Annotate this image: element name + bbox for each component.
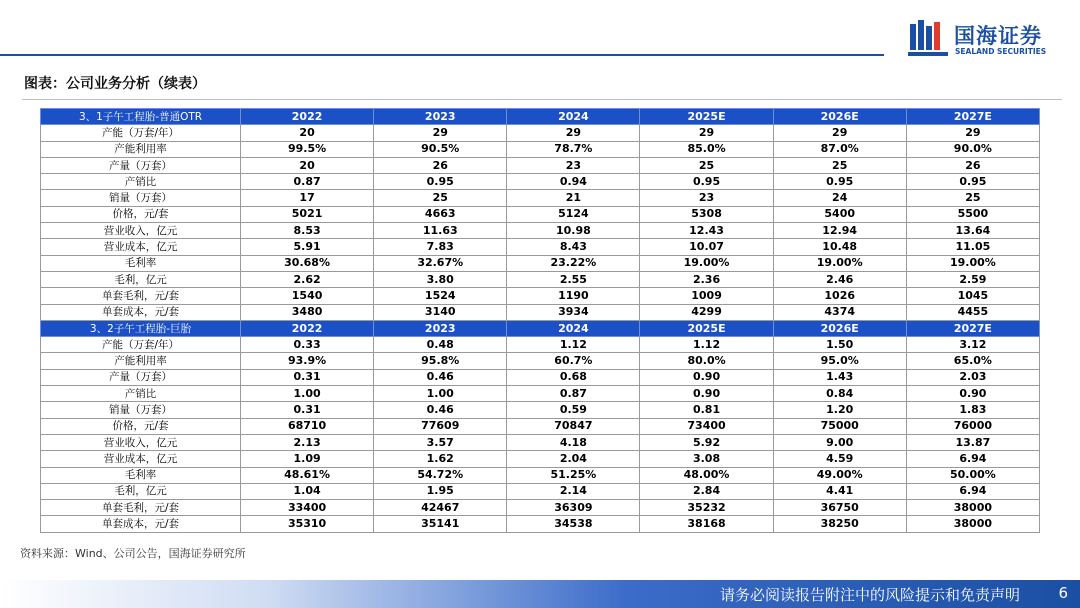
value-cell: 20 xyxy=(241,157,374,173)
value-cell: 9.00 xyxy=(773,434,906,450)
value-cell: 38168 xyxy=(640,516,773,532)
value-cell: 75000 xyxy=(773,418,906,434)
value-cell: 0.59 xyxy=(507,402,640,418)
row-label-cell: 营业收入，亿元 xyxy=(41,434,241,450)
table-row xyxy=(41,337,1040,353)
value-cell: 6.94 xyxy=(906,451,1039,467)
value-cell: 25 xyxy=(640,157,773,173)
value-cell: 25 xyxy=(773,157,906,173)
value-cell: 23 xyxy=(640,190,773,206)
row-label-cell: 产量（万套） xyxy=(41,157,241,173)
value-cell: 2.62 xyxy=(241,271,374,287)
value-cell: 0.90 xyxy=(906,386,1039,402)
value-cell: 20 xyxy=(241,125,374,141)
value-cell: 19.00% xyxy=(906,255,1039,271)
value-cell: 1045 xyxy=(906,288,1039,304)
value-cell: 33400 xyxy=(241,500,374,516)
value-cell: 8.53 xyxy=(241,223,374,239)
value-cell: 23.22% xyxy=(507,255,640,271)
brand-name-en: SEALAND SECURITIES xyxy=(955,47,1047,56)
value-cell: 35310 xyxy=(241,516,374,532)
value-cell: 85.0% xyxy=(640,141,773,157)
value-cell: 32.67% xyxy=(374,255,507,271)
table-row xyxy=(41,418,1040,434)
value-cell: 2.84 xyxy=(640,483,773,499)
section-header-row xyxy=(41,109,1040,125)
table-row xyxy=(41,402,1040,418)
figure-title: 图表：公司业务分析（续表） xyxy=(24,76,206,92)
row-label-cell: 产能（万套/年） xyxy=(41,337,241,353)
value-cell: 80.0% xyxy=(640,353,773,369)
year-header-cell: 2024 xyxy=(507,109,640,125)
value-cell: 24 xyxy=(773,190,906,206)
value-cell: 2.59 xyxy=(906,271,1039,287)
value-cell: 23 xyxy=(507,157,640,173)
row-label-cell: 毛利率 xyxy=(41,467,241,483)
source-note: 资料来源：Wind、公司公告，国海证券研究所 xyxy=(20,547,246,560)
value-cell: 0.95 xyxy=(640,174,773,190)
value-cell: 2.55 xyxy=(507,271,640,287)
row-label-cell: 产能（万套/年） xyxy=(41,125,241,141)
value-cell: 77609 xyxy=(374,418,507,434)
row-label-cell: 单套毛利，元/套 xyxy=(41,288,241,304)
row-label-cell: 产销比 xyxy=(41,174,241,190)
row-label-cell: 营业成本，亿元 xyxy=(41,451,241,467)
value-cell: 35232 xyxy=(640,500,773,516)
table-row xyxy=(41,483,1040,499)
year-header-cell: 2026E xyxy=(773,109,906,125)
value-cell: 4.18 xyxy=(507,434,640,450)
value-cell: 2.36 xyxy=(640,271,773,287)
value-cell: 54.72% xyxy=(374,467,507,483)
value-cell: 51.25% xyxy=(507,467,640,483)
sealand-logo-icon xyxy=(908,20,948,58)
value-cell: 0.31 xyxy=(241,402,374,418)
value-cell: 49.00% xyxy=(773,467,906,483)
value-cell: 2.13 xyxy=(241,434,374,450)
table-row xyxy=(41,434,1040,450)
row-label-cell: 毛利，亿元 xyxy=(41,483,241,499)
value-cell: 87.0% xyxy=(773,141,906,157)
value-cell: 5500 xyxy=(906,206,1039,222)
value-cell: 17 xyxy=(241,190,374,206)
row-label-cell: 单套成本，元/套 xyxy=(41,304,241,320)
table-row xyxy=(41,141,1040,157)
section-title-cell: 3、1子午工程胎-普通OTR xyxy=(41,109,241,125)
row-label-cell: 毛利，亿元 xyxy=(41,271,241,287)
value-cell: 1.04 xyxy=(241,483,374,499)
value-cell: 1.62 xyxy=(374,451,507,467)
value-cell: 1.09 xyxy=(241,451,374,467)
value-cell: 1026 xyxy=(773,288,906,304)
value-cell: 1.50 xyxy=(773,337,906,353)
year-header-cell: 2027E xyxy=(906,320,1039,336)
row-label-cell: 毛利率 xyxy=(41,255,241,271)
value-cell: 3.08 xyxy=(640,451,773,467)
table-row xyxy=(41,369,1040,385)
value-cell: 29 xyxy=(507,125,640,141)
year-header-cell: 2025E xyxy=(640,109,773,125)
value-cell: 34538 xyxy=(507,516,640,532)
value-cell: 2.04 xyxy=(507,451,640,467)
value-cell: 5308 xyxy=(640,206,773,222)
value-cell: 48.61% xyxy=(241,467,374,483)
table-row xyxy=(41,386,1040,402)
value-cell: 4374 xyxy=(773,304,906,320)
value-cell: 4.41 xyxy=(773,483,906,499)
value-cell: 19.00% xyxy=(640,255,773,271)
table-row xyxy=(41,190,1040,206)
value-cell: 1.83 xyxy=(906,402,1039,418)
table-row xyxy=(41,239,1040,255)
value-cell: 1540 xyxy=(241,288,374,304)
value-cell: 93.9% xyxy=(241,353,374,369)
table-row xyxy=(41,516,1040,532)
value-cell: 2.46 xyxy=(773,271,906,287)
value-cell: 1.43 xyxy=(773,369,906,385)
value-cell: 36750 xyxy=(773,500,906,516)
value-cell: 4.59 xyxy=(773,451,906,467)
value-cell: 1524 xyxy=(374,288,507,304)
value-cell: 30.68% xyxy=(241,255,374,271)
value-cell: 1.12 xyxy=(507,337,640,353)
row-label-cell: 单套毛利，元/套 xyxy=(41,500,241,516)
value-cell: 4299 xyxy=(640,304,773,320)
year-header-cell: 2022 xyxy=(241,320,374,336)
value-cell: 36309 xyxy=(507,500,640,516)
value-cell: 90.0% xyxy=(906,141,1039,157)
value-cell: 60.7% xyxy=(507,353,640,369)
value-cell: 13.87 xyxy=(906,434,1039,450)
value-cell: 35141 xyxy=(374,516,507,532)
value-cell: 10.98 xyxy=(507,223,640,239)
page-number: 6 xyxy=(1058,584,1068,602)
value-cell: 0.87 xyxy=(507,386,640,402)
row-label-cell: 价格，元/套 xyxy=(41,418,241,434)
footer-bar xyxy=(0,580,1080,608)
value-cell: 5124 xyxy=(507,206,640,222)
value-cell: 4455 xyxy=(906,304,1039,320)
value-cell: 0.90 xyxy=(640,369,773,385)
value-cell: 3.80 xyxy=(374,271,507,287)
value-cell: 38250 xyxy=(773,516,906,532)
row-label-cell: 产销比 xyxy=(41,386,241,402)
value-cell: 0.31 xyxy=(241,369,374,385)
value-cell: 0.46 xyxy=(374,402,507,418)
title-divider xyxy=(22,99,1062,100)
value-cell: 3480 xyxy=(241,304,374,320)
year-header-cell: 2026E xyxy=(773,320,906,336)
value-cell: 0.87 xyxy=(241,174,374,190)
table-row xyxy=(41,255,1040,271)
year-header-cell: 2023 xyxy=(374,109,507,125)
value-cell: 25 xyxy=(374,190,507,206)
value-cell: 29 xyxy=(906,125,1039,141)
table-row xyxy=(41,467,1040,483)
value-cell: 70847 xyxy=(507,418,640,434)
row-label-cell: 营业收入，亿元 xyxy=(41,223,241,239)
value-cell: 3.12 xyxy=(906,337,1039,353)
value-cell: 13.64 xyxy=(906,223,1039,239)
value-cell: 68710 xyxy=(241,418,374,434)
value-cell: 3934 xyxy=(507,304,640,320)
value-cell: 50.00% xyxy=(906,467,1039,483)
value-cell: 38000 xyxy=(906,500,1039,516)
disclaimer-text: 请务必阅读报告附注中的风险提示和免责声明 xyxy=(719,586,1020,604)
value-cell: 5400 xyxy=(773,206,906,222)
value-cell: 42467 xyxy=(374,500,507,516)
value-cell: 10.07 xyxy=(640,239,773,255)
table-row xyxy=(41,174,1040,190)
value-cell: 1.00 xyxy=(374,386,507,402)
table-row xyxy=(41,451,1040,467)
row-label-cell: 产能利用率 xyxy=(41,353,241,369)
row-label-cell: 营业成本，亿元 xyxy=(41,239,241,255)
value-cell: 10.48 xyxy=(773,239,906,255)
year-header-cell: 2022 xyxy=(241,109,374,125)
value-cell: 38000 xyxy=(906,516,1039,532)
value-cell: 21 xyxy=(507,190,640,206)
brand-logo xyxy=(908,18,1068,60)
value-cell: 8.43 xyxy=(507,239,640,255)
value-cell: 2.14 xyxy=(507,483,640,499)
table-row xyxy=(41,500,1040,516)
section-title-cell: 3、2子午工程胎-巨胎 xyxy=(41,320,241,336)
value-cell: 1.12 xyxy=(640,337,773,353)
year-header-cell: 2027E xyxy=(906,109,1039,125)
value-cell: 19.00% xyxy=(773,255,906,271)
value-cell: 12.94 xyxy=(773,223,906,239)
value-cell: 78.7% xyxy=(507,141,640,157)
value-cell: 26 xyxy=(374,157,507,173)
row-label-cell: 销量（万套） xyxy=(41,190,241,206)
value-cell: 0.90 xyxy=(640,386,773,402)
value-cell: 3.57 xyxy=(374,434,507,450)
table-row xyxy=(41,304,1040,320)
table-row xyxy=(41,157,1040,173)
value-cell: 0.95 xyxy=(906,174,1039,190)
value-cell: 0.84 xyxy=(773,386,906,402)
value-cell: 12.43 xyxy=(640,223,773,239)
table-row xyxy=(41,288,1040,304)
value-cell: 2.03 xyxy=(906,369,1039,385)
value-cell: 0.81 xyxy=(640,402,773,418)
value-cell: 90.5% xyxy=(374,141,507,157)
table-row xyxy=(41,125,1040,141)
value-cell: 76000 xyxy=(906,418,1039,434)
business-analysis-table xyxy=(40,108,1040,533)
value-cell: 29 xyxy=(374,125,507,141)
value-cell: 1009 xyxy=(640,288,773,304)
value-cell: 1.95 xyxy=(374,483,507,499)
value-cell: 5.91 xyxy=(241,239,374,255)
row-label-cell: 价格，元/套 xyxy=(41,206,241,222)
value-cell: 1.00 xyxy=(241,386,374,402)
value-cell: 95.8% xyxy=(374,353,507,369)
value-cell: 0.46 xyxy=(374,369,507,385)
value-cell: 6.94 xyxy=(906,483,1039,499)
value-cell: 1.20 xyxy=(773,402,906,418)
row-label-cell: 销量（万套） xyxy=(41,402,241,418)
year-header-cell: 2023 xyxy=(374,320,507,336)
value-cell: 7.83 xyxy=(374,239,507,255)
row-label-cell: 单套成本，元/套 xyxy=(41,516,241,532)
value-cell: 5021 xyxy=(241,206,374,222)
value-cell: 73400 xyxy=(640,418,773,434)
value-cell: 26 xyxy=(906,157,1039,173)
value-cell: 99.5% xyxy=(241,141,374,157)
value-cell: 65.0% xyxy=(906,353,1039,369)
value-cell: 4663 xyxy=(374,206,507,222)
table-row xyxy=(41,223,1040,239)
brand-name-cn: 国海证券 xyxy=(954,24,1042,48)
value-cell: 95.0% xyxy=(773,353,906,369)
value-cell: 48.00% xyxy=(640,467,773,483)
value-cell: 11.63 xyxy=(374,223,507,239)
row-label-cell: 产量（万套） xyxy=(41,369,241,385)
value-cell: 29 xyxy=(640,125,773,141)
value-cell: 25 xyxy=(906,190,1039,206)
value-cell: 1190 xyxy=(507,288,640,304)
value-cell: 0.48 xyxy=(374,337,507,353)
year-header-cell: 2024 xyxy=(507,320,640,336)
year-header-cell: 2025E xyxy=(640,320,773,336)
value-cell: 29 xyxy=(773,125,906,141)
row-label-cell: 产能利用率 xyxy=(41,141,241,157)
table-row xyxy=(41,206,1040,222)
table-row xyxy=(41,353,1040,369)
value-cell: 3140 xyxy=(374,304,507,320)
section-header-row xyxy=(41,320,1040,336)
value-cell: 11.05 xyxy=(906,239,1039,255)
value-cell: 5.92 xyxy=(640,434,773,450)
value-cell: 0.68 xyxy=(507,369,640,385)
value-cell: 0.95 xyxy=(374,174,507,190)
value-cell: 0.95 xyxy=(773,174,906,190)
table-row xyxy=(41,271,1040,287)
header-divider xyxy=(0,54,884,56)
value-cell: 0.94 xyxy=(507,174,640,190)
value-cell: 0.33 xyxy=(241,337,374,353)
